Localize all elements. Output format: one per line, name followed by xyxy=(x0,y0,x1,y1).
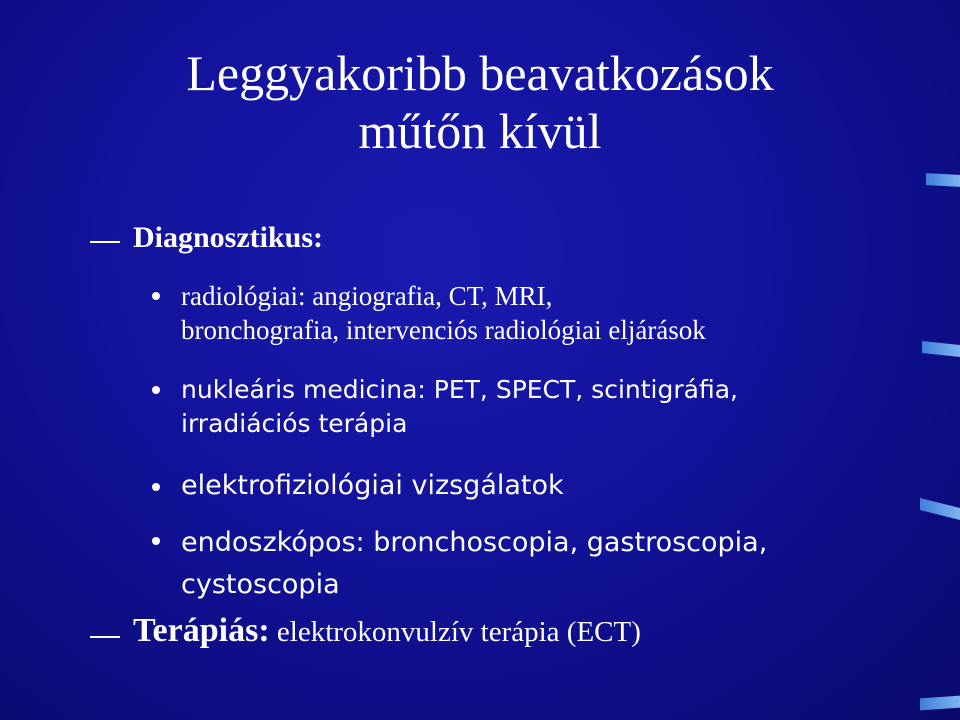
section-heading-therapeutic: Terápiás: xyxy=(133,612,270,649)
list-item-line: bronchografia, intervenciós radiológiai eljárások xyxy=(181,315,706,345)
title-line-1: Leggyakoribb beavatkozások xyxy=(186,45,774,101)
dash-bullet xyxy=(90,241,120,243)
decorative-accent xyxy=(922,341,960,357)
therapeutic-text: elektrokonvulzív terápia (ECT) xyxy=(269,616,641,648)
list-item-endoscopy xyxy=(181,522,767,606)
decorative-accent xyxy=(920,696,960,711)
section-therapeutic xyxy=(133,612,641,650)
slide-title xyxy=(0,44,960,160)
list-item-line: radiológiai: angiografia, CT, MRI, xyxy=(181,281,553,311)
decorative-accent xyxy=(920,498,960,520)
bullet-dot xyxy=(152,292,160,300)
list-item-line: endoszkópos: bronchoscopia, gastroscopia, xyxy=(181,527,768,558)
title-line-2: műtőn kívül xyxy=(358,103,602,159)
bullet-dot xyxy=(152,386,160,394)
list-item-line: cystoscopia xyxy=(181,569,340,600)
list-item-electrophysiology xyxy=(181,469,564,503)
list-item-line: elektrofiziológiai vizsgálatok xyxy=(181,470,564,501)
bullet-dot xyxy=(152,537,160,545)
list-item-line: nukleáris medicina: PET, SPECT, scintigráfia, xyxy=(181,375,738,404)
list-item-radiology xyxy=(181,279,706,347)
dash-bullet xyxy=(90,636,120,638)
list-item-line: irradiációs terápia xyxy=(181,409,408,438)
list-item-nuclear xyxy=(181,373,738,441)
bullet-dot xyxy=(152,483,160,491)
section-heading-diagnostic: Diagnosztikus: xyxy=(133,221,324,254)
decorative-accent xyxy=(926,173,960,187)
